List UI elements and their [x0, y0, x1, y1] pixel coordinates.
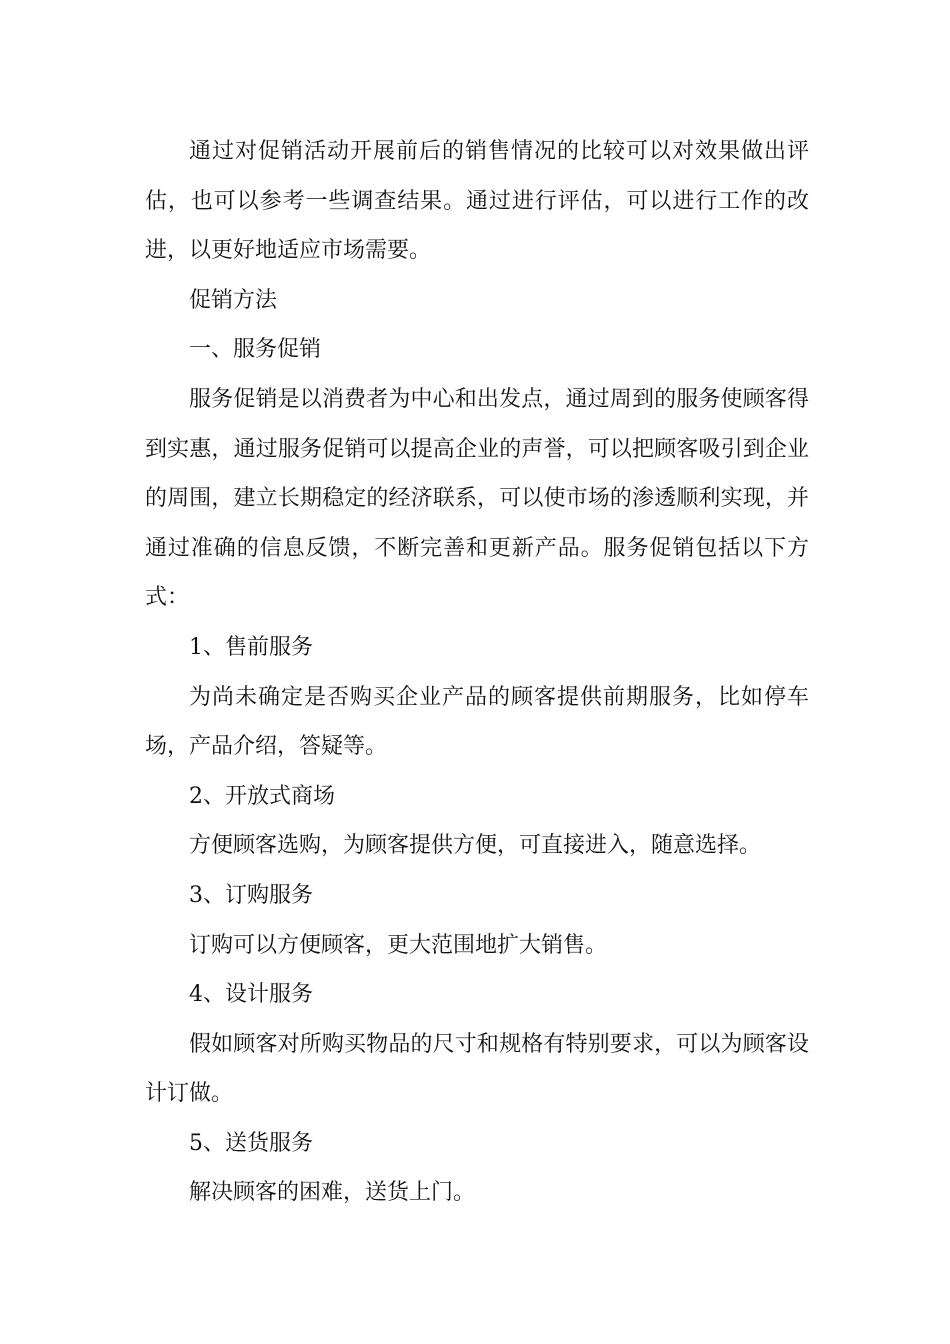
heading-promotion-methods: 促销方法	[189, 287, 278, 313]
paragraph-open-mall: 方便顾客选购，为顾客提供方便，可直接进入，随意选择。	[189, 833, 762, 859]
paragraph-pre-sale-service: 为尚未确定是否购买企业产品的顾客提供前期服务，比如停车场，产品介绍，答疑等。	[145, 684, 809, 760]
document-body	[145, 127, 809, 1218]
heading-open-mall: 2、开放式商场	[189, 783, 335, 809]
paragraph-service-promotion: 服务促销是以消费者为中心和出发点，通过周到的服务使顾客得到实惠，通过服务促销可以提高企业的声誉，可以把顾客吸引到企业的周围，建立长期稳定的经济联系，可以使市场的渗透顺利实现，并通过准确的信息反馈，不断完善和更新产品。服务促销包括以下方式：	[145, 386, 809, 611]
heading-design-service: 4、设计服务	[189, 982, 313, 1008]
heading-service-promotion: 一、服务促销	[189, 337, 322, 363]
heading-pre-sale-service: 1、售前服务	[189, 634, 313, 660]
paragraph-design-service: 假如顾客对所购买物品的尺寸和规格有特别要求，可以为顾客设计订做。	[145, 1031, 809, 1107]
paragraph-evaluation: 通过对促销活动开展前后的销售情况的比较可以对效果做出评估，也可以参考一些调查结果。通过进行评估，可以进行工作的改进，以更好地适应市场需要。	[145, 139, 809, 264]
heading-delivery-service: 5、送货服务	[189, 1130, 313, 1156]
heading-order-service: 3、订购服务	[189, 882, 313, 908]
paragraph-delivery-service: 解决顾客的困难，送货上门。	[189, 1180, 476, 1206]
paragraph-order-service: 订购可以方便顾客，更大范围地扩大销售。	[189, 932, 608, 958]
